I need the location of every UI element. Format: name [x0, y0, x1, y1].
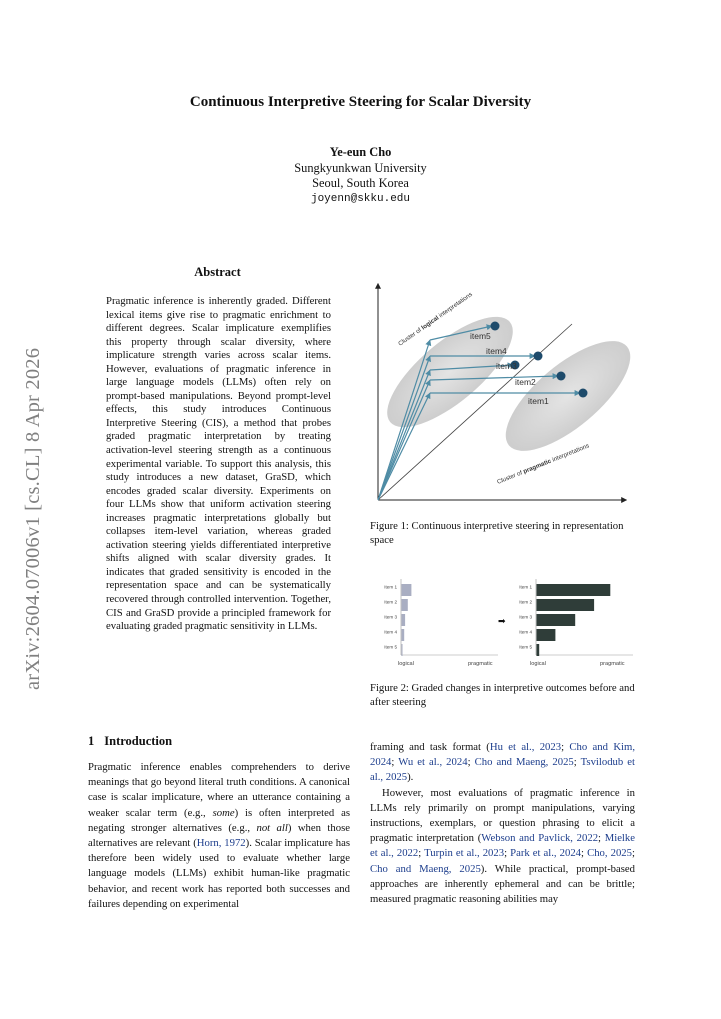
author-email: joyenn@skku.edu [310, 192, 411, 205]
before-bar [402, 584, 412, 596]
logical-cluster-label: Cluster of logical interpretations [397, 290, 474, 348]
intro-text: ). Scalar implicature has therefore been widely used to evaluate whether large language models (LLMs) exhibit human-like pragmatic behavior, and recent work has reported both successes and failures depending on experimental [88, 837, 351, 910]
item5-label: item5 [470, 331, 491, 341]
logical-cluster-ellipse [371, 299, 529, 445]
before-xlabel-left: logical [398, 661, 414, 667]
separator: ; [631, 847, 635, 860]
intro-text: framing and task format ( [370, 741, 490, 753]
separator: ; [391, 756, 399, 769]
figure-1-caption: Figure 1: Continuous interpretive steering in representation space [370, 520, 624, 546]
citation-link[interactable]: Cho and Maeng, 2025 [370, 862, 481, 875]
intro-left-column [88, 760, 350, 912]
example-term-some: some [212, 806, 235, 819]
citation-link[interactable]: Cho and Maeng, 2025 [474, 756, 574, 769]
intro-text: ). While practical, prompt-based approaches are inherently ephemeral and can be brittle; measured pragmatic reasoning abilities may [370, 862, 635, 906]
before-category-label: Item 5 [384, 644, 397, 650]
after-panel [519, 579, 633, 667]
after-bar [537, 614, 576, 626]
before-bar [402, 614, 406, 626]
citation-link[interactable]: Cho and Kim, 2024 [370, 741, 635, 769]
after-bar [537, 629, 556, 641]
figure-2-caption: Figure 2: Graded changes in interpretive outcomes before and after steering [370, 682, 635, 708]
before-category-label: Item 4 [384, 629, 397, 635]
after-category-label: Item 4 [519, 629, 532, 635]
abstract-body: Pragmatic inference is inherently graded. Different lexical items give rise to pragmatic enrichment to different degrees. Scalar implicature exemplifies this property through scalar diversity, where implicature strength varies across scalar items. However, evaluations of pragmatic inference in large language models (LLMs) often rely on prompt-based manipulations. Beyond prompt-level effects, this study introduces Continuous Interpretive Steering (CIS), a method that probes graded pragmatic interpretation by treating activation-level steering strength as a continuous experimental variable. To support this analysis, this study introduces a new dataset, GraSD, which encodes graded scalar diversity. Experiments on four LLMs show that uniform activation steering increases pragmatic interpretations globally but collapses item-level variation, whereas graded activation steering yields differentiated interpretive shifts aligned with scalar diversity grades. It indicates that graded sensitivity is encoded in the representation space and can be systematically recovered through controlled intervention. Together, CIS and GraSD provide a principled framework for evaluating graded pragmatic sensitivity in LLMs. [106, 295, 331, 633]
before-xlabel-right: pragmatic [468, 661, 493, 667]
after-bar [537, 584, 611, 596]
before-category-label: Item 3 [384, 614, 397, 620]
intro-text: Pragmatic inference enables comprehenders to derive meanings that go beyond literal truth conditions. A canonical case is scalar implicature, where an utterance containing a weaker scalar term (e.g., [88, 761, 350, 819]
before-category-label: Item 1 [384, 584, 397, 590]
author-name: Ye-eun Cho [329, 145, 392, 159]
after-xlabel-left: logical [530, 661, 546, 667]
item4-label: item4 [486, 346, 507, 356]
after-xlabel-right: pragmatic [600, 661, 625, 667]
before-panel [384, 579, 498, 667]
item3-label: item3 [496, 361, 517, 371]
separator: ; [467, 756, 475, 769]
before-after-arrow-icon: ➡ [498, 616, 506, 626]
author-block [0, 145, 721, 207]
author-location: Seoul, South Korea [312, 176, 409, 190]
citation-link[interactable]: Mielke et al., 2022 [370, 832, 635, 860]
separator: ; [581, 847, 588, 860]
intro-text: However, most evaluations of pragmatic inference in LLMs rely primarily on prompt manipulations, varying instructions, exemplars, or question phrasing to elicit a pragmatic interpretation ( [370, 786, 635, 845]
intro-right-column [370, 740, 635, 907]
citation-link[interactable]: Turpin et al., 2023 [424, 847, 505, 860]
citation-link[interactable]: Park et al., 2024 [510, 847, 582, 860]
separator: ; [561, 741, 570, 753]
after-category-label: Item 1 [519, 584, 532, 590]
separator: ; [573, 756, 581, 769]
section-title: Introduction [104, 734, 173, 748]
figure-2-chart [368, 576, 636, 668]
citation-link[interactable]: Cho, 2025 [587, 847, 632, 860]
pragmatic-cluster-ellipse [489, 323, 633, 469]
separator: ; [418, 847, 425, 860]
citation-link[interactable]: Wu et al., 2024 [398, 756, 468, 769]
after-category-label: Item 2 [519, 599, 532, 605]
citation-link[interactable]: Tsvilodub et al., 2025 [370, 756, 635, 784]
before-bar [402, 644, 403, 656]
citation-link[interactable]: Hu et al., 2023 [489, 741, 562, 753]
section-number: 1 [88, 734, 95, 748]
intro-text: ) is often interpreted as negating stronger alternatives (e.g., [88, 806, 350, 834]
citation-link[interactable]: Horn, 1972 [196, 837, 246, 850]
separator: ; [504, 847, 511, 860]
section-1-heading [88, 734, 172, 749]
intro-text: ) when those alternatives are relevant ( [88, 821, 350, 850]
abstract-heading: Abstract [194, 265, 241, 279]
after-category-label: Item 5 [519, 644, 532, 650]
example-term-not-all: not all [256, 821, 288, 834]
author-affiliation: Sungkyunkwan University [294, 160, 427, 175]
intro-paragraph [370, 740, 635, 786]
pragmatic-cluster-label: Cluster of pragmatic interpretations [496, 442, 591, 486]
before-bar [402, 629, 405, 641]
arxiv-stamp: arXiv:2604.07006v1 [cs.CL] 8 Apr 2026 [22, 347, 44, 690]
separator: ; [598, 832, 605, 845]
paper-title: Continuous Interpretive Steering for Scalar Diversity [189, 94, 532, 110]
before-bar [402, 599, 408, 611]
after-bar [537, 599, 595, 611]
before-category-label: Item 2 [384, 599, 397, 605]
citation-link[interactable]: Webson and Pavlick, 2022 [481, 832, 599, 845]
item1-label: item1 [528, 396, 549, 406]
after-bar [537, 644, 540, 656]
intro-paragraph [370, 786, 635, 908]
after-category-label: Item 3 [519, 614, 532, 620]
intro-text: ). [407, 771, 414, 784]
item2-label: item2 [515, 377, 536, 387]
figure-1-diagram [368, 272, 633, 512]
